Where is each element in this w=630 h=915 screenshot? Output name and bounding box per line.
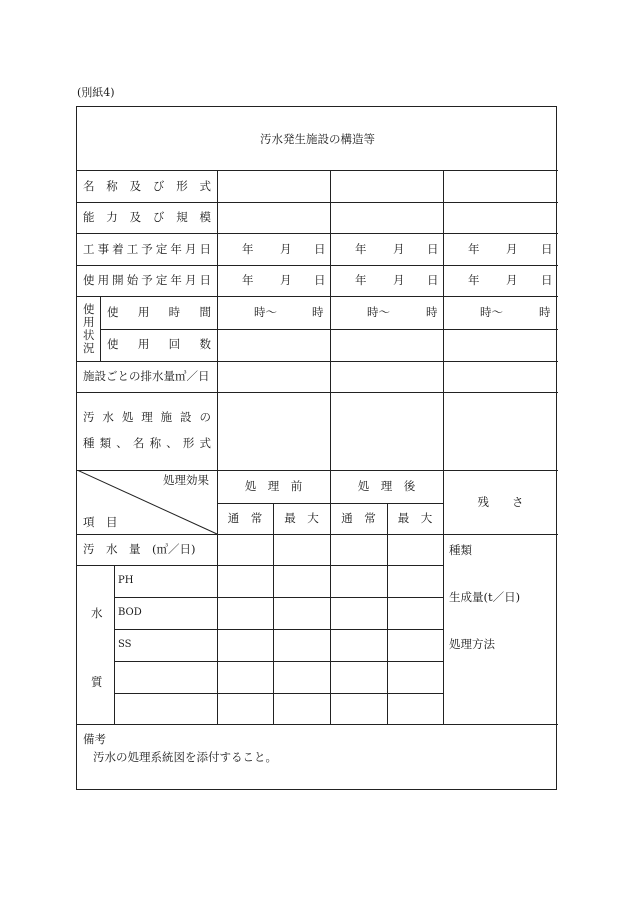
residue-kind: 種類 bbox=[449, 543, 472, 557]
line-v bbox=[217, 170, 218, 724]
water-volume-label: 汚 水 量 (㎥／日) bbox=[83, 542, 196, 556]
row-label-discharge: 施設ごとの排水量㎥／日 bbox=[83, 369, 210, 383]
usage-group-char: 使 bbox=[83, 302, 95, 316]
line-h bbox=[114, 629, 443, 630]
time-from: 時～ bbox=[254, 305, 277, 319]
line-h bbox=[77, 296, 558, 297]
time-to: 時 bbox=[312, 305, 324, 319]
date-day: 日 bbox=[314, 273, 326, 287]
form-reference: (別紙4) bbox=[77, 86, 115, 99]
form-title: 汚水発生施設の構造等 bbox=[260, 132, 375, 146]
line-h bbox=[114, 661, 443, 662]
usage-group-char: 況 bbox=[83, 341, 95, 355]
facility-structure-form bbox=[76, 106, 557, 790]
date-year: 年 bbox=[355, 273, 367, 287]
date-month: 月 bbox=[393, 273, 405, 287]
time-from: 時～ bbox=[367, 305, 390, 319]
line-h bbox=[77, 233, 558, 234]
header-residue: 残 さ bbox=[477, 495, 524, 509]
line-h bbox=[77, 170, 558, 171]
date-year: 年 bbox=[468, 273, 480, 287]
line-v bbox=[273, 503, 274, 724]
date-month: 月 bbox=[280, 242, 292, 256]
header-item: 項 目 bbox=[83, 515, 118, 529]
date-month: 月 bbox=[393, 242, 405, 256]
line-h bbox=[77, 392, 558, 393]
residue-amount: 生成量(t／日) bbox=[449, 590, 521, 604]
date-day: 日 bbox=[541, 242, 553, 256]
header-max: 最 大 bbox=[284, 511, 319, 525]
line-v bbox=[443, 170, 444, 724]
quality-item: BOD bbox=[118, 607, 142, 618]
usage-group-char: 状 bbox=[83, 328, 95, 342]
usage-group-char: 用 bbox=[83, 315, 95, 329]
date-month: 月 bbox=[506, 242, 518, 256]
line-h bbox=[77, 724, 558, 725]
row-label-treatment-facility-1: 汚 水 処 理 施 設 の bbox=[83, 410, 211, 424]
time-from: 時～ bbox=[480, 305, 503, 319]
quality-group-top: 水 bbox=[91, 606, 103, 620]
row-label-use-start: 使 用 開 始 予 定 年 月 日 bbox=[83, 273, 211, 287]
date-year: 年 bbox=[468, 242, 480, 256]
time-to: 時 bbox=[539, 305, 551, 319]
header-effect: 処理効果 bbox=[163, 473, 209, 487]
remarks-text: 汚水の処理系統図を添付すること。 bbox=[93, 750, 277, 764]
header-normal: 通 常 bbox=[341, 511, 376, 525]
date-day: 日 bbox=[427, 242, 439, 256]
line-v bbox=[100, 296, 101, 361]
date-month: 月 bbox=[280, 273, 292, 287]
row-label-capacity-scale: 能 力 及 び 規 模 bbox=[83, 210, 211, 224]
header-normal: 通 常 bbox=[227, 511, 263, 525]
date-month: 月 bbox=[506, 273, 518, 287]
residue-method: 処理方法 bbox=[449, 637, 495, 651]
line-h bbox=[114, 597, 443, 598]
line-h bbox=[77, 565, 443, 566]
header-before: 処 理 前 bbox=[244, 479, 303, 493]
date-day: 日 bbox=[314, 242, 326, 256]
header-max: 最 大 bbox=[397, 511, 433, 525]
row-label-name-form: 名 称 及 び 形 式 bbox=[83, 179, 211, 193]
line-v bbox=[114, 565, 115, 724]
date-day: 日 bbox=[427, 273, 439, 287]
date-year: 年 bbox=[242, 273, 254, 287]
row-label-construction-start: 工 事 着 工 予 定 年 月 日 bbox=[83, 242, 211, 256]
row-label-treatment-facility-2: 種 類 、 名 称 、 形 式 bbox=[83, 436, 211, 450]
header-after: 処 理 後 bbox=[357, 479, 416, 493]
line-h bbox=[114, 693, 443, 694]
time-to: 時 bbox=[426, 305, 438, 319]
line-v bbox=[387, 503, 388, 724]
quality-item: PH bbox=[118, 575, 134, 586]
line-h bbox=[77, 265, 558, 266]
date-year: 年 bbox=[242, 242, 254, 256]
line-h bbox=[77, 202, 558, 203]
line-v bbox=[330, 170, 331, 724]
date-year: 年 bbox=[355, 242, 367, 256]
line-h bbox=[100, 329, 558, 330]
line-h bbox=[77, 361, 558, 362]
quality-group-bottom: 質 bbox=[91, 675, 103, 689]
quality-item: SS bbox=[118, 639, 132, 650]
row-label-usage-count: 使 用 回 数 bbox=[107, 337, 211, 351]
date-day: 日 bbox=[541, 273, 553, 287]
row-label-usage-hours: 使 用 時 間 bbox=[107, 305, 211, 319]
remarks-label: 備考 bbox=[83, 732, 106, 746]
